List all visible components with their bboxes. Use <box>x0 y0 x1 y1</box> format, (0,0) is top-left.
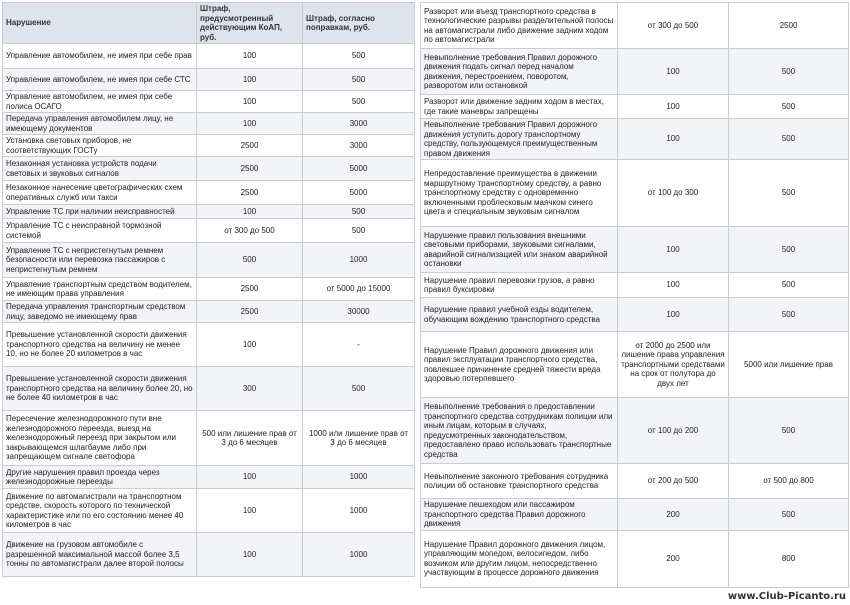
table-row <box>3 301 415 323</box>
fine-old-cell: 2500 <box>197 301 303 323</box>
fine-old-cell: 100 <box>197 69 303 91</box>
fine-new-cell: 1000 <box>303 243 415 278</box>
fine-old-cell: от 200 до 500 <box>618 464 729 499</box>
violation-cell: Нарушение пешеходом или пассажиром транспортного средства Правил дорожного движения <box>421 499 618 531</box>
fine-old-cell: 100 <box>197 113 303 135</box>
table-row <box>3 323 415 367</box>
violation-cell: Другие нарушения правил проезда через железнодорожные переезды <box>3 466 197 489</box>
fine-new-cell: 1000 <box>303 489 415 533</box>
fine-new-cell: от 5000 до 15000 <box>303 278 415 301</box>
table-row <box>3 205 415 219</box>
violation-cell: Превышение установленной скорости движения транспортного средства на величину не менее 10, но не более 20 километров в час <box>3 323 197 367</box>
fine-new-cell: 3000 <box>303 135 415 157</box>
fine-new-cell: 500 <box>303 69 415 91</box>
violation-cell: Непредоставление преимущества в движении маршрутному транспортному средству, а равно транспортному средству с одновременно включенными проблесковым маячком синего цвета и специальным звуковым сигналом <box>421 160 618 227</box>
fine-new-cell: 30000 <box>303 301 415 323</box>
table-row <box>3 44 415 69</box>
violation-cell: Установка световых приборов, не соответствующих ГОСТу <box>3 135 197 157</box>
table-row <box>3 219 415 243</box>
fine-new-cell: 500 <box>729 119 849 160</box>
fine-new-cell: 500 <box>729 49 849 95</box>
violation-cell: Управление ТС с непристегнутым ремнем безопасности или перевозка пассажиров с непристегнутым ремнем <box>3 243 197 278</box>
fine-new-cell: 5000 <box>303 181 415 205</box>
violation-cell: Незаконное нанесение цветографических схем оперативных служб или такси <box>3 181 197 205</box>
fine-new-cell: 5000 или лишение прав <box>729 332 849 398</box>
fines-table-left <box>2 2 415 577</box>
violation-cell: Пересечение железнодорожного пути вне железнодорожного переезда, выезд на железнодорожный переезд при закрытом или закрывающемся шлагбауме либо при запрещающем сигнале светофора <box>3 411 197 466</box>
fine-old-cell: от 100 до 200 <box>618 398 729 464</box>
violation-cell: Движение по автомагистрали на транспортном средстве, скорость которого по технической характеристике или по его состоянию менее 40 километров в час <box>3 489 197 533</box>
violation-cell: Нарушение Правил дорожного движения лицом, управляющим мопедом, велосипедом, либо возчиком или другим лицом, непосредственно участвующим в процессе дорожного движения <box>421 530 618 587</box>
fine-new-cell: 500 <box>729 499 849 531</box>
table-row <box>3 489 415 533</box>
fine-old-cell: 100 <box>618 298 729 332</box>
fine-old-cell: 100 <box>618 95 729 119</box>
fine-new-cell: 500 <box>729 160 849 227</box>
fine-old-cell: 100 <box>197 489 303 533</box>
fine-new-cell: 500 <box>303 205 415 219</box>
violation-cell: Передача управления автомобилем лицу, не имеющему документов <box>3 113 197 135</box>
fine-old-cell: 100 <box>197 91 303 113</box>
site-watermark: www.Club-Picanto.ru <box>727 591 846 602</box>
table-row <box>421 273 849 298</box>
fine-new-cell: 500 <box>729 398 849 464</box>
fine-old-cell: 200 <box>618 530 729 587</box>
table-row <box>421 160 849 227</box>
table-row <box>421 3 849 49</box>
fine-old-cell: 100 <box>197 323 303 367</box>
table-row <box>3 69 415 91</box>
violation-cell: Нарушение Правил дорожного движения или правил эксплуатации транспортного средства, повлекшее причинение средней тяжести вреда здоровью потерпевшего <box>421 332 618 398</box>
table-row <box>3 91 415 113</box>
violation-cell: Превышение установленной скорости движения транспортного средства на величину более 20, но не более 40 километров в час <box>3 367 197 411</box>
violation-cell: Управление автомобилем, не имея при себе полиса ОСАГО <box>3 91 197 113</box>
fine-old-cell: 100 <box>618 227 729 273</box>
fine-new-cell: 5000 <box>303 157 415 181</box>
table-row <box>421 49 849 95</box>
fine-old-cell: 2500 <box>197 278 303 301</box>
table-row <box>3 278 415 301</box>
table-row <box>421 119 849 160</box>
table-row <box>421 398 849 464</box>
header-violation: Нарушение <box>3 3 197 44</box>
fine-old-cell: от 2000 до 2500 или лишение права управления транспортными средствами на срок от полутора до двух лет <box>618 332 729 398</box>
violation-cell: Разворот или движение задним ходом в местах, где такие маневры запрещены <box>421 95 618 119</box>
fine-old-cell: 100 <box>618 49 729 95</box>
fine-new-cell: - <box>303 323 415 367</box>
table-row <box>421 227 849 273</box>
table-row <box>421 530 849 587</box>
fine-new-cell: 500 <box>303 367 415 411</box>
table-row <box>421 95 849 119</box>
fine-new-cell: 1000 <box>303 466 415 489</box>
table-row <box>3 466 415 489</box>
table-row <box>3 181 415 205</box>
violation-cell: Нарушение правил перевозки грузов, а равно правил буксировки <box>421 273 618 298</box>
fine-new-cell: 3000 <box>303 113 415 135</box>
fine-new-cell: 500 <box>303 91 415 113</box>
violation-cell: Нарушение правил учебной езды водителем, обучающим вождению транспортного средства <box>421 298 618 332</box>
fine-old-cell: 2500 <box>197 181 303 205</box>
fine-new-cell: 500 <box>729 273 849 298</box>
table-row <box>3 113 415 135</box>
table-row <box>3 533 415 577</box>
fine-old-cell: 100 <box>197 466 303 489</box>
violation-cell: Незаконная установка устройств подачи световых и звуковых сигналов <box>3 157 197 181</box>
fine-old-cell: 200 <box>618 499 729 531</box>
fine-new-cell: 500 <box>729 227 849 273</box>
violation-cell: Управление автомобилем, не имея при себе СТС <box>3 69 197 91</box>
table-row <box>421 332 849 398</box>
fine-new-cell: 800 <box>729 530 849 587</box>
fine-old-cell: 100 <box>197 533 303 577</box>
table-row <box>3 157 415 181</box>
fine-old-cell: от 300 до 500 <box>618 3 729 49</box>
violation-cell: Управление автомобилем, не имея при себе прав <box>3 44 197 69</box>
violation-cell: Управление транспортным средством водителем, не имеющим права управления <box>3 278 197 301</box>
fine-old-cell: от 300 до 500 <box>197 219 303 243</box>
table-row <box>3 411 415 466</box>
fine-new-cell: 500 <box>729 95 849 119</box>
fine-old-cell: 100 <box>197 44 303 69</box>
fines-table-left-body <box>3 44 415 577</box>
fine-new-cell: 1000 или лишение прав от 3 до 6 месяцев <box>303 411 415 466</box>
fine-new-cell: 1000 <box>303 533 415 577</box>
violation-cell: Передача управления транспортным средством лицу, заведомо не имеющему прав <box>3 301 197 323</box>
table-row <box>3 243 415 278</box>
violation-cell: Управление ТС с неисправной тормозной системой <box>3 219 197 243</box>
fine-old-cell: 500 <box>197 243 303 278</box>
fine-new-cell: 500 <box>303 219 415 243</box>
fine-new-cell: 2500 <box>729 3 849 49</box>
fine-new-cell: 500 <box>729 298 849 332</box>
violation-cell: Невыполнение требования о предоставлении транспортного средства сотрудникам полиции или иным лицам, которым в случаях, предусмотренных законодательством, предоставлено право использовать транспортные средства <box>421 398 618 464</box>
violation-cell: Невыполнение требования Правил дорожного движения уступить дорогу транспортному средству, пользующемуся преимущественным правом движения <box>421 119 618 160</box>
fine-old-cell: 100 <box>618 119 729 160</box>
fine-new-cell: от 500 до 800 <box>729 464 849 499</box>
table-row <box>421 499 849 531</box>
fine-old-cell: 2500 <box>197 135 303 157</box>
table-row <box>421 298 849 332</box>
violation-cell: Невыполнение требования Правил дорожного движения подать сигнал перед началом движения, перестроением, поворотом, разворотом или остановкой <box>421 49 618 95</box>
table-row <box>421 464 849 499</box>
fine-new-cell: 500 <box>303 44 415 69</box>
fines-table-right <box>420 2 849 588</box>
violation-cell: Управление ТС при наличии неисправностей <box>3 205 197 219</box>
fine-old-cell: 500 или лишение прав от 3 до 6 месяцев <box>197 411 303 466</box>
fine-old-cell: 100 <box>197 205 303 219</box>
violation-cell: Нарушение правил пользования внешними световыми приборами, звуковыми сигналами, аварийной сигнализацией или знаком аварийной остановки <box>421 227 618 273</box>
violation-cell: Разворот или въезд транспортного средства в технологические разрывы разделительной полосы на автомагистрали либо движение задним ходом по автомагистрали <box>421 3 618 49</box>
violation-cell: Движение на грузовом автомобиле с разрешенной максимальной массой более 3,5 тонны по автомагистрали далее второй полосы <box>3 533 197 577</box>
fine-old-cell: 300 <box>197 367 303 411</box>
fine-old-cell: 100 <box>618 273 729 298</box>
header-fine-old: Штраф, предусмотренный действующим КоАП, руб. <box>197 3 303 44</box>
violation-cell: Невыполнение законного требования сотрудника полиции об остановке транспортного средства <box>421 464 618 499</box>
header-fine-new: Штраф, согласно поправкам, руб. <box>303 3 415 44</box>
table-row <box>3 367 415 411</box>
table-row <box>3 135 415 157</box>
fines-table-right-body <box>421 3 849 588</box>
fine-old-cell: от 100 до 300 <box>618 160 729 227</box>
fine-old-cell: 2500 <box>197 157 303 181</box>
